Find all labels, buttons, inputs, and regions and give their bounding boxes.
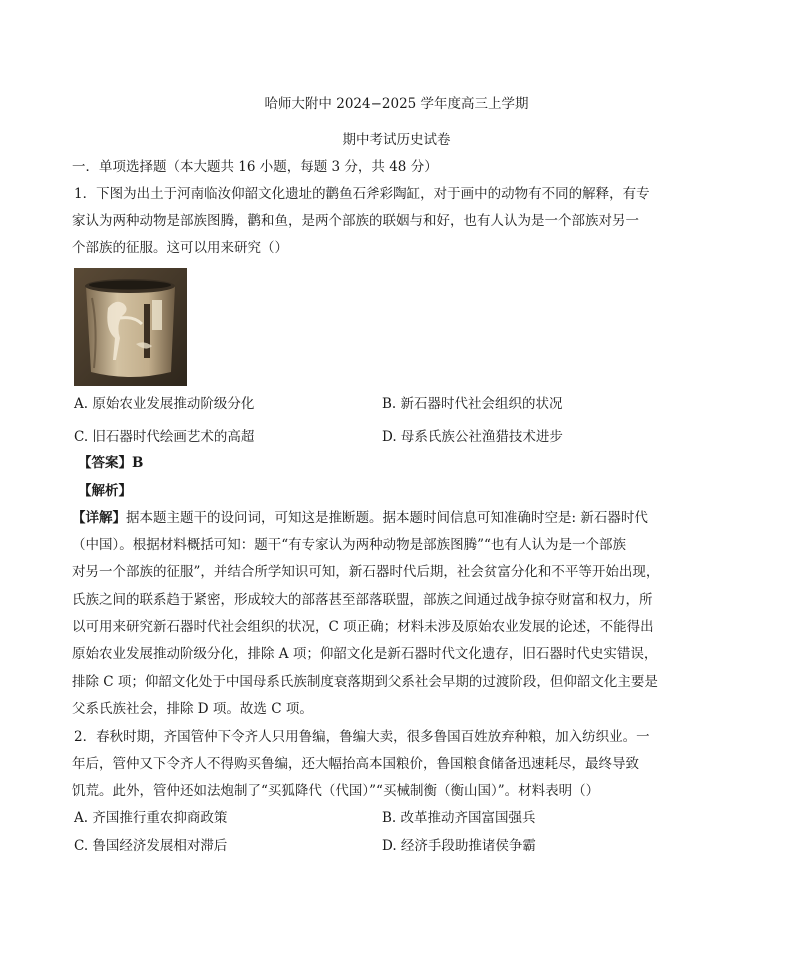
q1-detail-line-7: 排除 C 项；仰韶文化处于中国母系氏族制度衰落期到父系社会早期的过渡阶段，但仰韶文化主要是 bbox=[72, 674, 658, 690]
q1-detail-line-6: 原始农业发展推动阶级分化，排除 A 项；仰韶文化是新石器时代文化遗存，旧石器时代史实错误， bbox=[72, 646, 658, 662]
q1-detail-line-2: （中国）。根据材料概括可知：题干“有专家认为两种动物是部族图腾”“也有人认为是一个部族 bbox=[72, 537, 626, 553]
q2-stem-line-3: 饥荒。此外，管仲还如法炮制了“买狐降代（代国）”“买械制衡（衡山国）”。材料表明（） bbox=[72, 783, 600, 799]
q1-stem-line-2: 家认为两种动物是部族图腾，鹳和鱼，是两个部族的联姻与和好，也有人认为是一个部族对另一 bbox=[72, 213, 639, 229]
q1-detail-line-5: 以可用来研究新石器时代社会组织的状况，C 项正确；材料未涉及原始农业发展的论述，不能得出 bbox=[72, 619, 654, 635]
q1-detail-label: 【详解】 bbox=[72, 510, 126, 526]
q2-option-b: B. 改革推动齐国富国强兵 bbox=[382, 810, 536, 826]
q1-option-a: A. 原始农业发展推动阶级分化 bbox=[74, 396, 255, 412]
exam-title: 哈师大附中 2024−2025 学年度高三上学期 bbox=[264, 96, 529, 112]
q2-option-c: C. 鲁国经济发展相对滞后 bbox=[74, 838, 228, 854]
q1-answer: 【答案】B bbox=[78, 455, 144, 471]
q1-option-d: D. 母系氏族公社渔猎技术进步 bbox=[382, 429, 563, 445]
q1-detail-line-4: 氏族之间的联系趋于紧密，形成较大的部落甚至部落联盟，部族之间通过战争掠夺财富和权力，所 bbox=[72, 592, 653, 608]
q1-option-b: B. 新石器时代社会组织的状况 bbox=[382, 396, 563, 412]
q1-detail-line-3: 对另一个部族的征服”，并结合所学知识可知，新石器时代后期，社会贫富分化和不平等开始出现， bbox=[72, 564, 660, 580]
q1-detail-line-8: 父系氏族社会，排除 D 项。故选 C 项。 bbox=[72, 701, 313, 717]
exam-subtitle: 期中考试历史试卷 bbox=[342, 132, 451, 148]
section-heading: 一．单项选择题（本大题共 16 小题，每题 3 分，共 48 分） bbox=[72, 159, 438, 175]
q2-option-a: A. 齐国推行重农抑商政策 bbox=[74, 810, 228, 826]
q1-option-c: C. 旧石器时代绘画艺术的高超 bbox=[74, 429, 255, 445]
q2-stem-line-1: 2．春秋时期，齐国管仲下令齐人只用鲁编，鲁编大卖，很多鲁国百姓放弃种粮，加入纺织业。一 bbox=[74, 729, 650, 745]
pottery-jar-image bbox=[74, 268, 187, 386]
q1-analysis-label: 【解析】 bbox=[78, 483, 132, 499]
q1-detail-line-1 bbox=[72, 508, 648, 528]
q2-stem-line-2: 年后，管仲又下令齐人不得购买鲁编，还大幅抬高本国粮价，鲁国粮食储备迅速耗尽，最终导致 bbox=[72, 756, 639, 772]
q1-detail-text-1: 据本题主题干的设问词，可知这是推断题。据本题时间信息可知准确时空是: 新石器时代 bbox=[126, 510, 648, 526]
q1-stem-line-3: 个部族的征服。这可以用来研究（） bbox=[72, 240, 288, 256]
q2-option-d: D. 经济手段助推诸侯争霸 bbox=[382, 838, 536, 854]
q1-stem-line-1: 1．下图为出土于河南临汝仰韶文化遗址的鹳鱼石斧彩陶缸，对于画中的动物有不同的解释，有专 bbox=[74, 186, 650, 202]
